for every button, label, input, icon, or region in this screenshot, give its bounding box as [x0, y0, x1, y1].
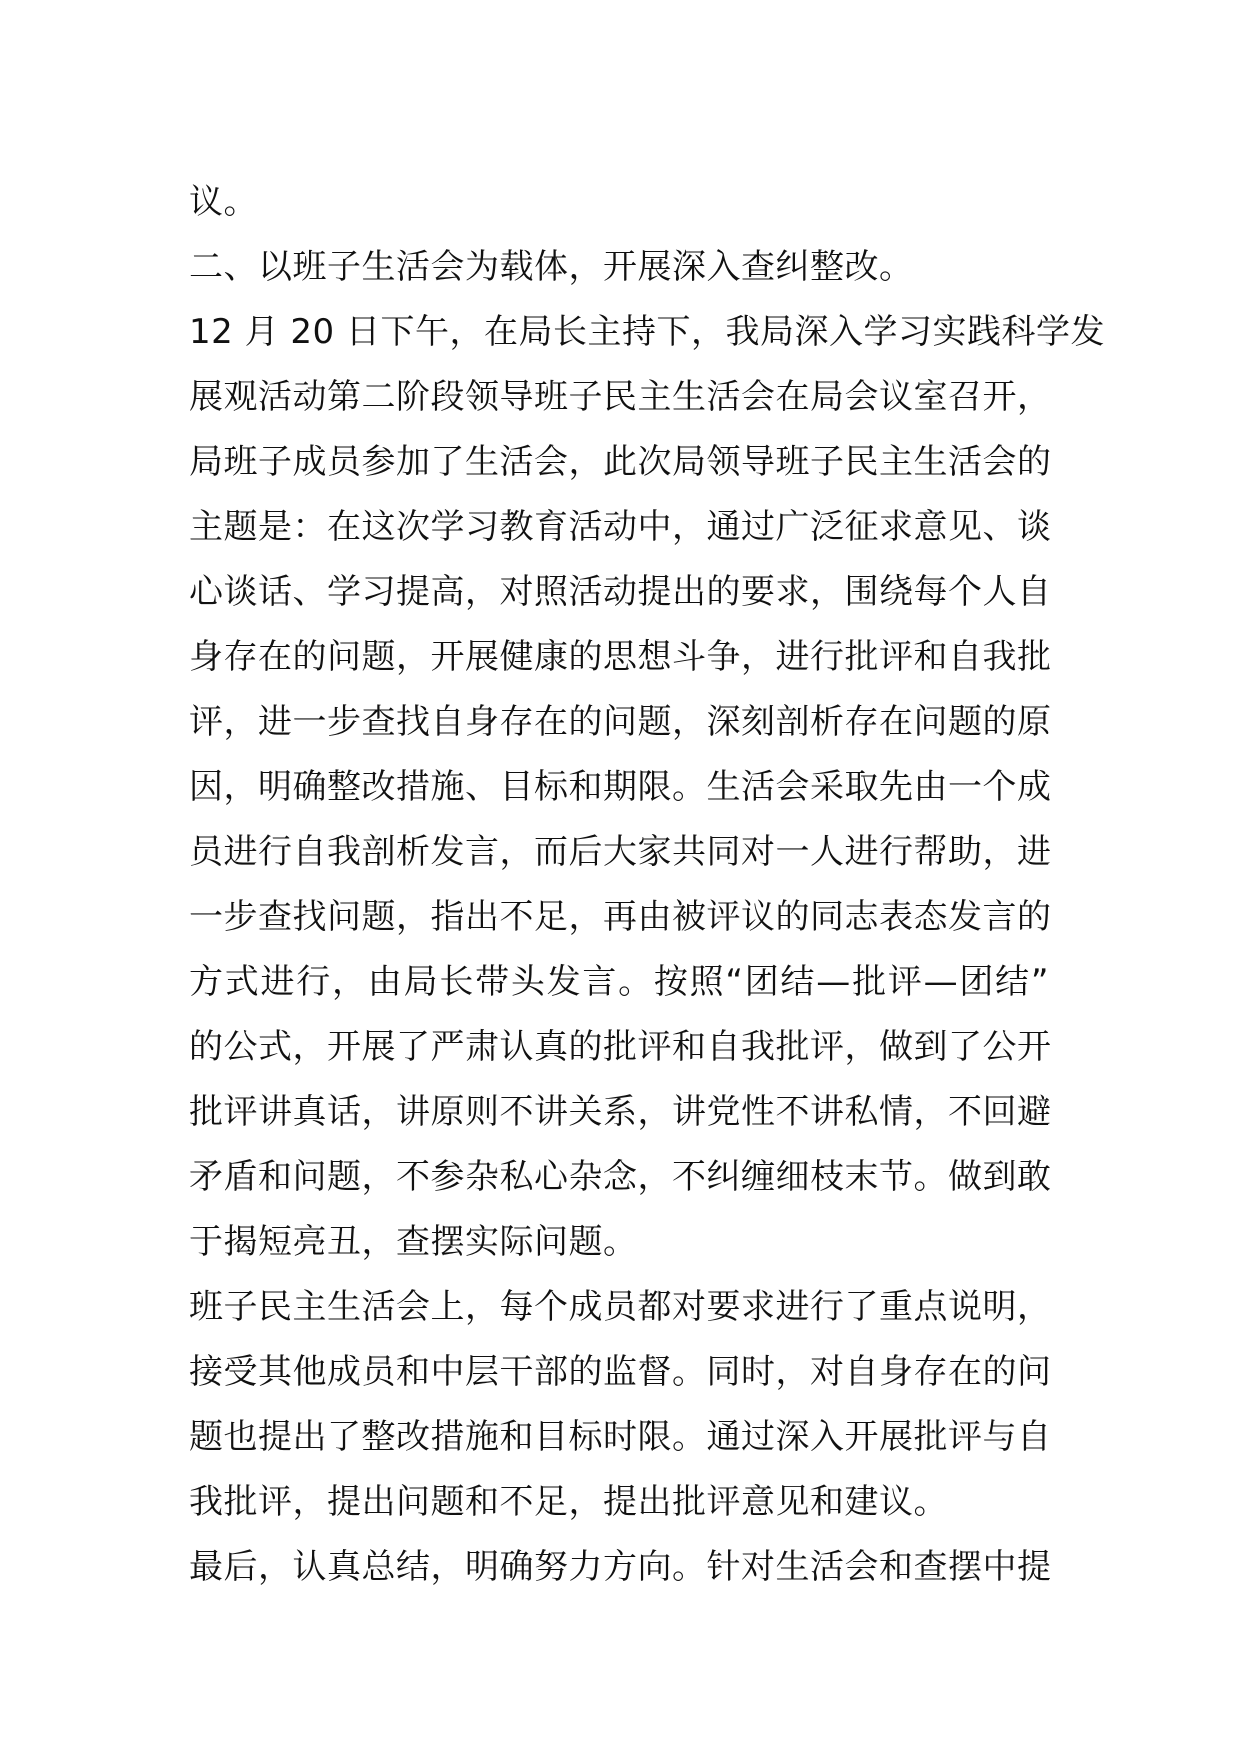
text-line-18: 班子民主生活会上，每个成员都对要求进行了重点说明，: [189, 1287, 1052, 1327]
text-line-22: 最后，认真总结，明确努力方向。针对生活会和查摆中提: [189, 1547, 1052, 1587]
section-heading: 二、以班子生活会为载体，开展深入查纠整改。: [189, 247, 914, 287]
text-line-4: 展观活动第二阶段领导班子民主生活会在局会议室召开，: [189, 377, 1052, 417]
text-line-5: 局班子成员参加了生活会，此次局领导班子民主生活会的: [189, 442, 1052, 482]
text-line-8: 身存在的问题，开展健康的思想斗争，进行批评和自我批: [189, 637, 1052, 677]
text-line-17: 于揭短亮丑，查摆实际问题。: [189, 1222, 638, 1262]
text-line-19: 接受其他成员和中层干部的监督。同时，对自身存在的问: [189, 1352, 1052, 1392]
text-line-12: 一步查找问题，指出不足，再由被评议的同志表态发言的: [189, 897, 1052, 937]
text-line-1: 议。: [189, 182, 258, 222]
text-line-10: 因，明确整改措施、目标和期限。生活会采取先由一个成: [189, 767, 1052, 807]
text-line-15: 批评讲真话，讲原则不讲关系，讲党性不讲私情，不回避: [189, 1092, 1052, 1132]
document-body: [189, 170, 1105, 1600]
text-line-21: 我批评，提出问题和不足，提出批评意见和建议。: [189, 1482, 948, 1522]
text-line-3: 12 月 20 日下午，在局长主持下，我局深入学习实践科学发: [189, 312, 1105, 352]
text-line-16: 矛盾和问题，不参杂私心杂念，不纠缠细枝末节。做到敢: [189, 1157, 1052, 1197]
text-line-20: 题也提出了整改措施和目标时限。通过深入开展批评与自: [189, 1417, 1052, 1457]
text-line-7: 心谈话、学习提高，对照活动提出的要求，围绕每个人自: [189, 572, 1052, 612]
text-line-13: 方式进行，由局长带头发言。按照“团结—批评—团结”: [189, 962, 1049, 1002]
text-line-14: 的公式，开展了严肃认真的批评和自我批评，做到了公开: [189, 1027, 1052, 1067]
text-line-11: 员进行自我剖析发言，而后大家共同对一人进行帮助，进: [189, 832, 1052, 872]
text-line-9: 评，进一步查找自身存在的问题，深刻剖析存在问题的原: [189, 702, 1052, 742]
text-line-6: 主题是：在这次学习教育活动中，通过广泛征求意见、谈: [189, 507, 1052, 547]
